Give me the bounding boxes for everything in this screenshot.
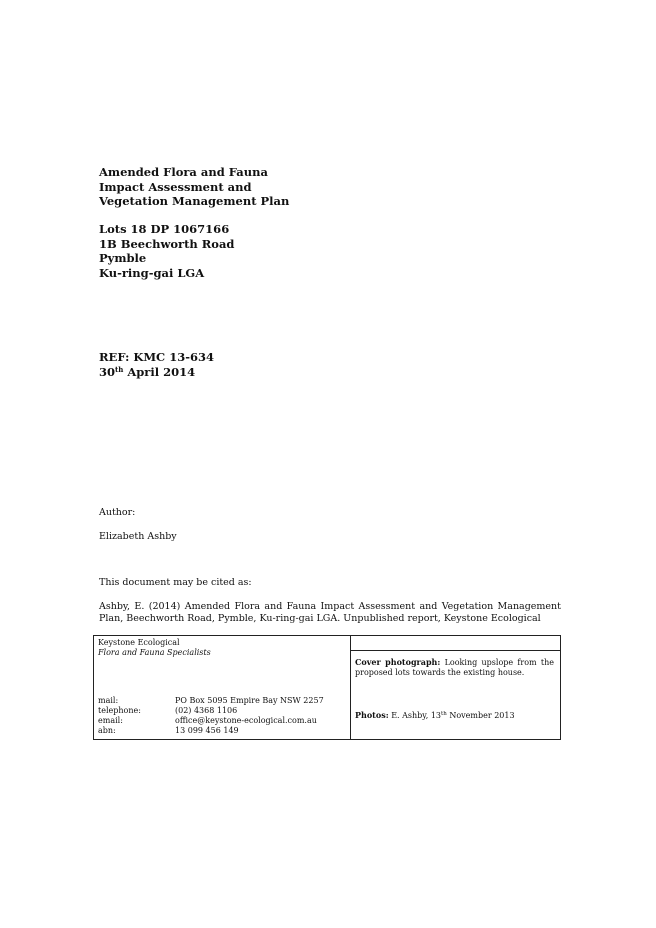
date-rest: April 2014: [123, 364, 196, 379]
photos-date: November 2013: [446, 711, 515, 720]
citation-label: This document may be cited as:: [99, 577, 252, 588]
date-suffix: th: [115, 364, 124, 374]
contact-value: 13 099 456 149: [175, 726, 239, 735]
photos-credit: E. Ashby, 13: [388, 711, 442, 720]
contact-row: [98, 716, 324, 726]
contact-value: PO Box 5095 Empire Bay NSW 2257: [175, 696, 324, 705]
report-title: [99, 165, 289, 209]
company-name: Keystone Ecological: [98, 638, 180, 647]
site-line: Pymble: [99, 251, 147, 265]
cover-photo-caption: [355, 657, 554, 678]
photos-suffix: th: [441, 711, 447, 717]
contact-key: abn:: [98, 726, 116, 735]
site-line: Lots 18 DP 1067166: [99, 222, 230, 236]
author-name: Elizabeth Ashby: [99, 531, 177, 542]
contact-list: [98, 696, 324, 736]
site-line: Ku-ring-gai LGA: [99, 265, 205, 280]
cover-photo-text: Looking upslope from the proposed lots towards the existing house.: [355, 658, 554, 677]
contact-value: office@keystone-ecological.com.au: [175, 716, 317, 725]
contact-row: [98, 726, 324, 736]
title-line: Vegetation Management Plan: [99, 194, 290, 208]
company-info-box: [93, 635, 561, 740]
contact-key: telephone:: [98, 706, 141, 715]
contact-row: [98, 696, 324, 706]
date-day: 30: [99, 364, 116, 379]
column-divider: [350, 636, 351, 739]
contact-key: mail:: [98, 696, 119, 705]
title-line: Amended Flora and Fauna: [99, 165, 268, 179]
reference-number: REF: KMC 13-634: [99, 350, 214, 364]
photo-credit: [355, 710, 515, 721]
contact-value: (02) 4368 1106: [175, 706, 238, 715]
author-label: Author:: [99, 507, 136, 518]
company-block: [98, 638, 211, 658]
citation-text: Ashby, E. (2014) Amended Flora and Fauna Impact Assessment and Vegetation Management Plan, Beechworth Road, Pymble, Ku-ring-gai LGA. Unpublished report, Keystone Ecological: [99, 601, 561, 624]
photos-label: Photos:: [355, 710, 389, 720]
contact-key: email:: [98, 716, 123, 725]
reference-block: [99, 350, 214, 379]
title-line: Impact Assessment and: [99, 179, 252, 194]
report-date: [99, 365, 214, 380]
company-specialty: Flora and Fauna Specialists: [98, 648, 211, 657]
cover-photo-label: Cover photograph:: [355, 657, 441, 667]
row-divider: [350, 650, 560, 651]
site-details: [99, 222, 234, 280]
site-line: 1B Beechworth Road: [99, 236, 235, 251]
contact-row: [98, 706, 324, 716]
